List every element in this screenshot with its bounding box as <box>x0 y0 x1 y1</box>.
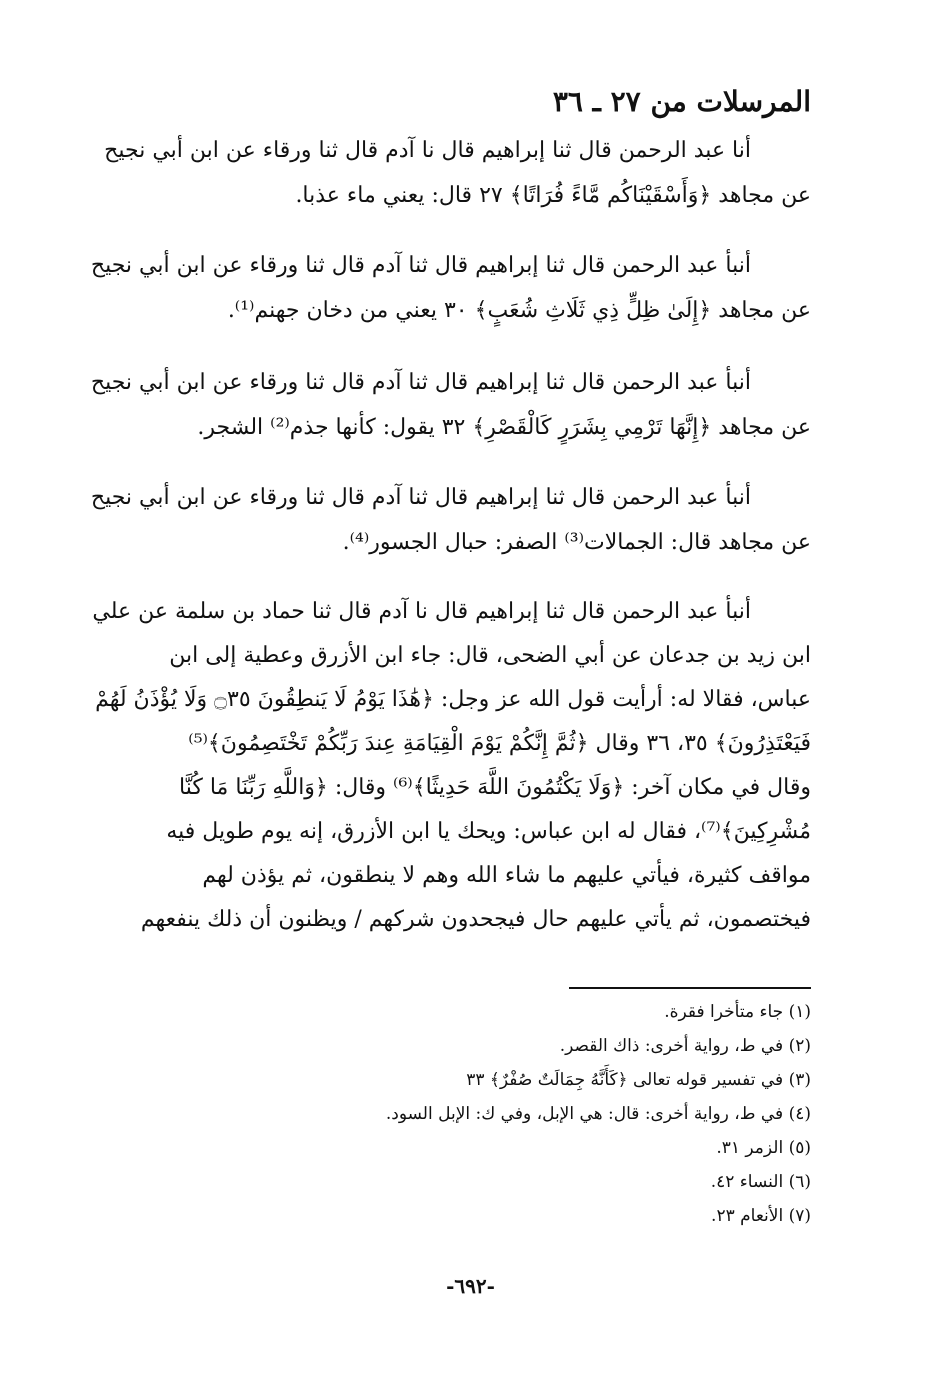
footnote-separator <box>569 987 811 989</box>
paragraph-line: فيختصمون، ثم يأتي عليهم حال فيجحدون شركهم / ويظنون أن ذلك ينفعهم <box>140 907 811 932</box>
paragraph-3 <box>90 360 811 450</box>
paragraph-line: عن مجاهد ﴿وَأَسْقَيْنَاكُم مَّاءً فُرَاتًا﴾ ٢٧ قال: يعني ماء عذبا. <box>295 183 811 208</box>
paragraph-2 <box>90 243 811 333</box>
footnote-5: (٥) الزمر ٣١. <box>716 1138 811 1158</box>
paragraph-line: عن مجاهد ﴿إِلَىٰ ظِلٍّ ذِي ثَلَاثِ شُعَبٍ﴾ ٣٠ يعني من دخان جهنم⁽¹⁾. <box>227 298 811 323</box>
paragraph-1 <box>104 128 811 218</box>
page-header <box>121 80 811 124</box>
footnote-3: (٣) في تفسير قوله تعالى ﴿كَأَنَّهُ جِمَالَتٌ صُفْرٌ﴾ ٣٣ <box>466 1070 811 1090</box>
paragraph-line: مواقف كثيرة، فيأتي عليهم ما شاء الله وهم لا ينطقون، ثم يؤذن لهم <box>202 863 811 888</box>
paragraph-5 <box>92 590 811 942</box>
paragraph-4 <box>90 475 811 565</box>
footnote-7: (٧) الأنعام ٢٣. <box>711 1206 811 1226</box>
paragraph-line: أنا عبد الرحمن قال ثنا إبراهيم قال نا آدم قال ثنا ورقاء عن ابن أبي نجيح <box>104 138 751 163</box>
paragraph-line: أنبأ عبد الرحمن قال ثنا إبراهيم قال ثنا آدم قال ثنا ورقاء عن ابن أبي نجيح <box>90 253 751 278</box>
footnote-1: (١) جاء متأخرا فقرة. <box>664 1002 811 1022</box>
footnote-6: (٦) النساء ٤٢. <box>710 1172 811 1192</box>
paragraph-line: عباس، فقالا له: أرأيت قول الله عز وجل: ﴿هَٰذَا يَوْمُ لَا يَنطِقُونَ ۝٣٥ وَلَا يُؤْذَنُ لَهُمْ <box>95 687 811 712</box>
paragraph-line: عن مجاهد ﴿إِنَّهَا تَرْمِي بِشَرَرٍ كَالْقَصْرِ﴾ ٣٢ يقول: كأنها جذم⁽²⁾ الشجر. <box>197 415 811 440</box>
paragraph-line: أنبأ عبد الرحمن قال ثنا إبراهيم قال نا آدم قال ثنا حماد بن سلمة عن علي <box>92 599 751 624</box>
header-title: المرسلات من ٢٧ ـ ٣٦ <box>552 85 811 118</box>
paragraph-line: وقال في مكان آخر: ﴿وَلَا يَكْتُمُونَ اللَّهَ حَدِيثًا﴾⁽⁶⁾ وقال: ﴿وَاللَّهِ رَبِّنَا مَا كُنَّا <box>179 775 811 800</box>
paragraph-line: عن مجاهد قال: الجمالات⁽³⁾ الصفر: حبال الجسور⁽⁴⁾. <box>342 530 811 555</box>
paragraph-line: ابن زيد بن جدعان عن أبي الضحى، قال: جاء ابن الأزرق وعطية إلى ابن <box>169 643 811 668</box>
footnote-2: (٢) في ط، رواية أخرى: ذاك القصر. <box>559 1036 811 1056</box>
footnote-4: (٤) في ط، رواية أخرى: قال: هي الإبل، وفي ك: الإبل السود. <box>385 1104 811 1124</box>
paragraph-line: أنبأ عبد الرحمن قال ثنا إبراهيم قال ثنا آدم قال ثنا ورقاء عن ابن أبي نجيح <box>90 370 751 395</box>
page-number: -٦٩٢- <box>446 1274 495 1298</box>
paragraph-line: فَيَعْتَذِرُونَ﴾ ٣٥، ٣٦ وقال ﴿ثُمَّ إِنَّكُمْ يَوْمَ الْقِيَامَةِ عِندَ رَبِّكُمْ تَخْتَصِمُونَ﴾⁽⁵⁾ <box>188 731 811 756</box>
paragraph-line: مُشْرِكِينَ﴾⁽⁷⁾، فقال له ابن عباس: ويحك يا ابن الأزرق، إنه يوم طويل فيه <box>166 819 811 844</box>
footnotes <box>121 995 811 1233</box>
paragraph-line: أنبأ عبد الرحمن قال ثنا إبراهيم قال ثنا آدم قال ثنا ورقاء عن ابن أبي نجيح <box>90 485 751 510</box>
